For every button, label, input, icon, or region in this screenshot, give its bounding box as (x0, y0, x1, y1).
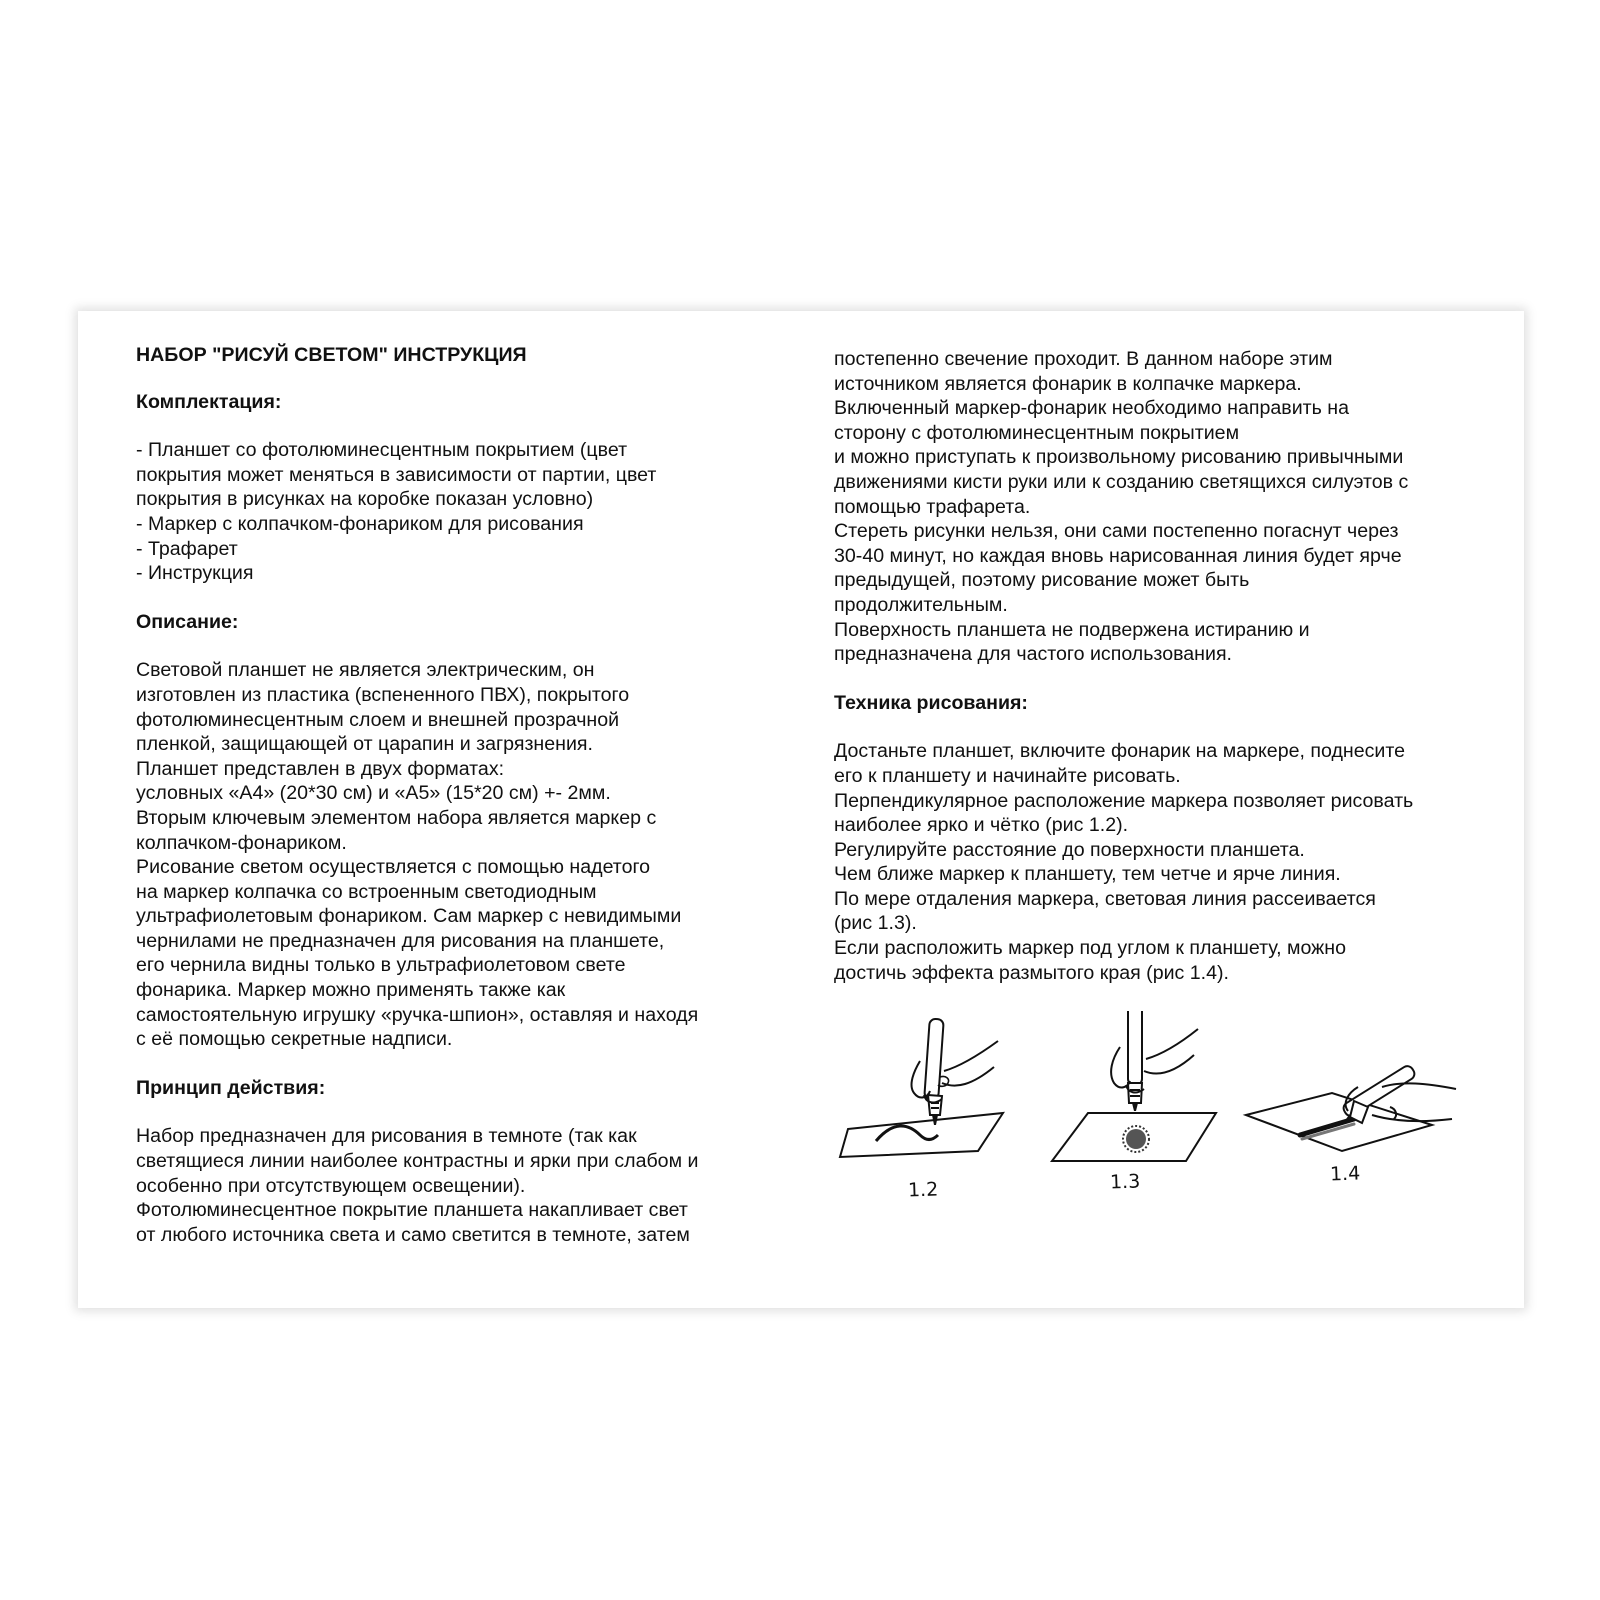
text-line: фонарика. Маркер можно применять также как (136, 979, 566, 1002)
text-line: Если расположить маркер под углом к планшету, можно (834, 937, 1347, 960)
text-line: светящиеся линии наиболее контрастны и ярки при слабом и (136, 1150, 699, 1173)
text-line: особенно при отсутствующем освещении). (136, 1174, 526, 1197)
text-line: Планшет представлен в двух форматах: (136, 757, 505, 780)
text-line: предыдущей, поэтому рисование может быть (834, 569, 1250, 592)
figure-1-4 (1242, 1011, 1478, 1221)
text-line: - Планшет со фотолюминесцентным покрытием (цвет (136, 439, 628, 462)
section-heading-opisanie: Описание: (136, 610, 239, 633)
text-line: сторону с фотолюминесцентным покрытием (834, 421, 1240, 444)
text-line: условных «А4» (20*30 см) и «А5» (15*20 см) +- 2мм. (136, 782, 611, 805)
drawing-technique-figures (838, 1011, 1478, 1231)
section-heading-tehnika: Техника рисования: (834, 691, 1028, 714)
text-line: на маркер колпачка со встроенным светодиодным (136, 880, 597, 903)
text-line: Рисование светом осуществляется с помощью надетого (136, 856, 651, 879)
text-line: предназначена для частого использования. (834, 643, 1232, 666)
text-line: покрытия в рисунках на коробке показан условно) (136, 488, 594, 511)
text-line: Поверхность планшета не подвержена истиранию и (834, 618, 1310, 641)
text-line: Включенный маркер-фонарик необходимо направить на (834, 397, 1349, 420)
continuation-body (834, 347, 1494, 667)
text-line: Регулируйте расстояние до поверхности планшета. (834, 838, 1305, 861)
text-line: от любого источника света и само светится в темноте, затем (136, 1223, 690, 1246)
text-line: чернилами не предназначен для рисования на планшете, (136, 929, 665, 952)
text-line: Чем ближе маркер к планшету, тем четче и ярче линия. (834, 863, 1341, 886)
document-title: НАБОР "РИСУЙ СВЕТОМ" ИНСТРУКЦИЯ (136, 344, 527, 366)
text-line: изготовлен из пластика (вспененного ПВХ), покрытого (136, 683, 630, 706)
text-line: - Маркер с колпачком-фонариком для рисования (136, 512, 584, 535)
text-line: Набор предназначен для рисования в темноте (так как (136, 1125, 637, 1148)
figure-1-3 (1048, 1011, 1228, 1221)
figure-label: 1.4 (1329, 1162, 1361, 1186)
left-column (136, 343, 786, 1247)
figure-1-2 (838, 1011, 1018, 1221)
text-line: Достаньте планшет, включите фонарик на маркере, поднесите (834, 740, 1406, 763)
text-line: покрытия может меняться в зависимости от партии, цвет (136, 463, 657, 486)
text-line: Вторым ключевым элементом набора является маркер с (136, 806, 657, 829)
text-line: Перпендикулярное расположение маркера позволяет рисовать (834, 789, 1414, 812)
text-line: пленкой, защищающей от царапин и загрязнения. (136, 733, 593, 756)
instruction-sheet (78, 311, 1524, 1308)
text-line: 30-40 минут, но каждая вновь нарисованная линия будет ярче (834, 544, 1402, 567)
text-line: его к планшету и начинайте рисовать. (834, 764, 1181, 787)
text-line: фотолюминесцентным слоем и внешней прозрачной (136, 708, 620, 731)
tehnika-body (834, 739, 1494, 985)
text-line: ультрафиолетовым фонариком. Сам маркер с невидимыми (136, 905, 682, 928)
opisanie-body (136, 658, 786, 1052)
text-line: Стереть рисунки нельзя, они сами постепенно погаснут через (834, 520, 1399, 543)
komplektaciya-body (136, 438, 786, 586)
princip-body (136, 1124, 786, 1247)
text-line: его чернила видны только в ультрафиолетовом свете (136, 954, 626, 977)
text-line: самостоятельную игрушку «ручка-шпион», оставляя и находя (136, 1003, 699, 1026)
text-line: движениями кисти руки или к созданию светящихся силуэтов с (834, 470, 1409, 493)
text-line: колпачком-фонариком. (136, 831, 347, 854)
text-line: - Трафарет (136, 537, 238, 560)
text-line: Световой планшет не является электрическим, он (136, 659, 595, 682)
text-line: достичь эффекта размытого края (рис 1.4). (834, 961, 1229, 984)
text-line: помощью трафарета. (834, 495, 1031, 518)
figure-label: 1.3 (1109, 1170, 1141, 1194)
text-line: и можно приступать к произвольному рисованию привычными (834, 446, 1404, 469)
text-line: источником является фонарик в колпачке маркера. (834, 372, 1302, 395)
section-heading-komplektaciya: Комплектация: (136, 390, 282, 413)
figure-label: 1.2 (907, 1178, 939, 1202)
text-line: постепенно свечение проходит. В данном наборе этим (834, 348, 1333, 370)
text-line: По мере отдаления маркера, световая линия рассеивается (834, 887, 1376, 910)
text-line: продолжительным. (834, 593, 1008, 616)
section-heading-princip: Принцип действия: (136, 1076, 326, 1099)
text-line: (рис 1.3). (834, 912, 917, 935)
right-column (834, 347, 1494, 985)
text-line: - Инструкция (136, 562, 254, 585)
text-line: Фотолюминесцентное покрытие планшета накапливает свет (136, 1199, 688, 1222)
text-line: с её помощью секретные надписи. (136, 1028, 453, 1051)
text-line: наиболее ярко и чётко (рис 1.2). (834, 814, 1129, 837)
